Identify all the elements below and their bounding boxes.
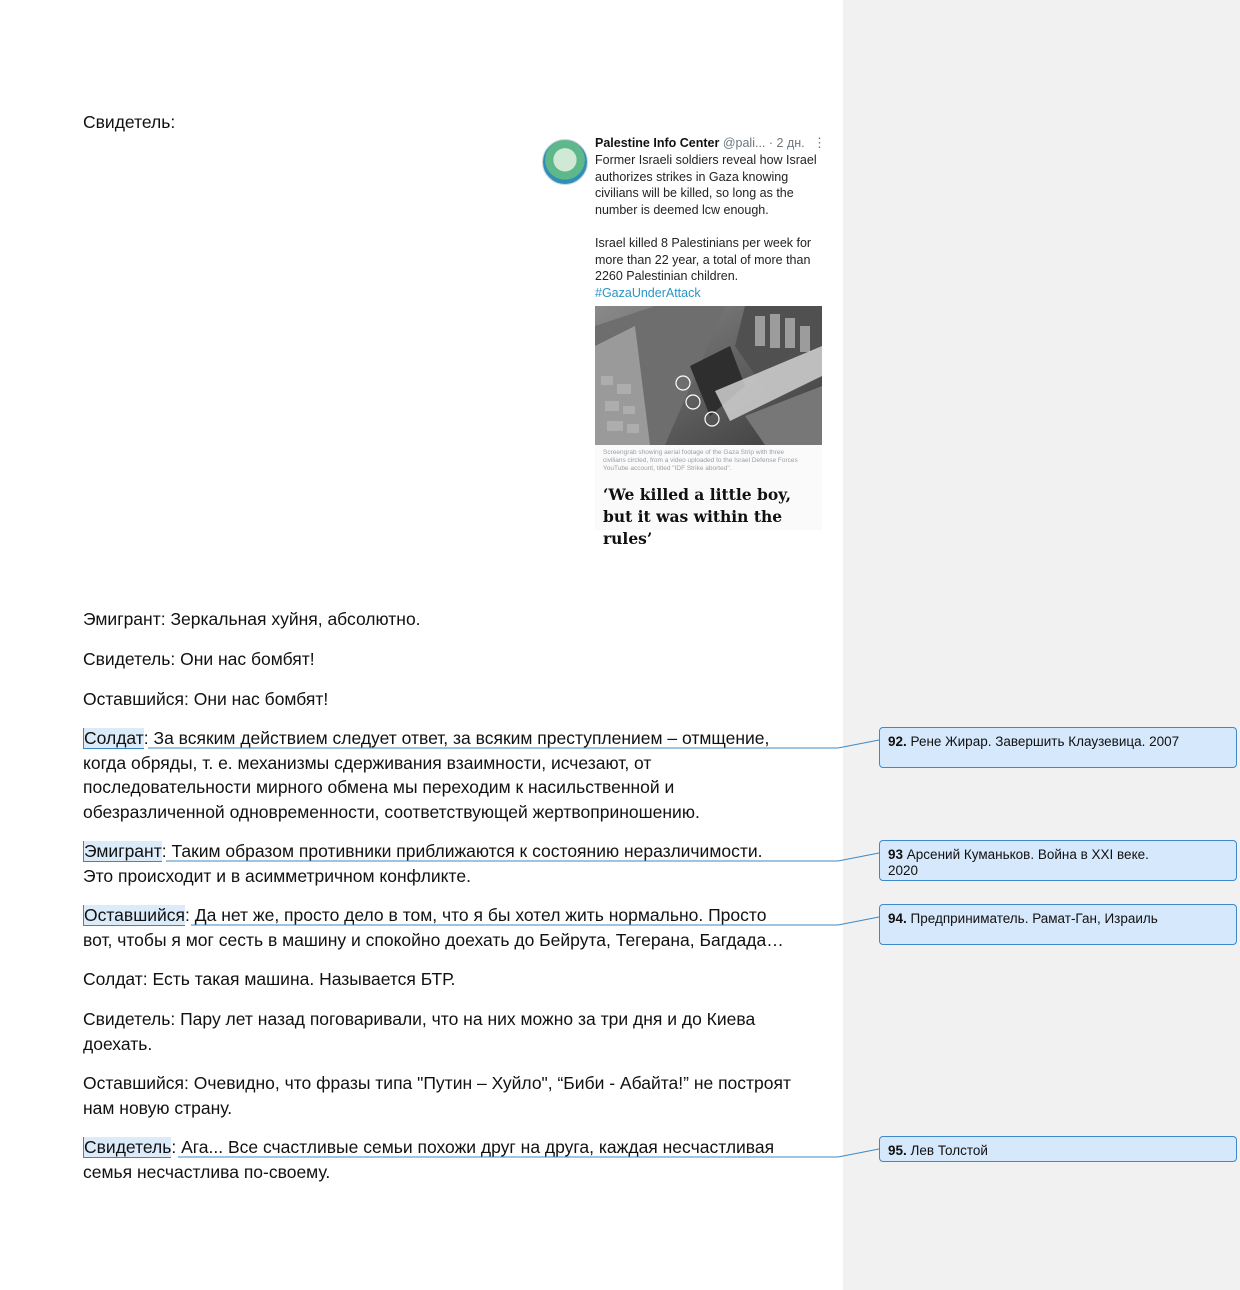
tweet-time: · 2 дн. [768,136,805,150]
comment-94[interactable] [879,904,1237,945]
tweet-avatar [542,139,588,185]
comment-anchor-92[interactable]: Солдат [84,728,144,748]
paragraph: Солдат: Есть такая машина. Называется БТР. [83,969,456,989]
more-options-icon: ⋮ [813,135,826,150]
comment-text: Лев Толстой [910,1143,988,1158]
tweet-author-name: Palestine Info Center [595,136,720,150]
comment-93[interactable] [879,840,1237,881]
comment-text: Арсений Куманьков. Война в XXI веке. [906,847,1149,862]
comment-95[interactable] [879,1136,1237,1162]
tweet-text-1: Former Israeli soldiers reveal how Israel authorizes strikes in Gaza knowing civilians will be killed, so long as the number is deemed lcw enough. [595,153,817,218]
tweet-hashtag: #GazaUnderAttack [595,285,701,300]
paragraph: Оставшийся: Они нас бомбят! [83,689,329,709]
comment-text: Рене Жирар. Завершить Клаузевица. 2007 [910,734,1180,749]
comment-anchor-95[interactable]: Свидетель [84,1137,172,1157]
paragraph: Эмигрант: Зеркальная хуйня, абсолютно. [83,609,421,629]
tweet-author-handle: @pali... [722,136,766,150]
tweet-article-card [595,306,822,548]
comment-number: 94. [888,911,907,926]
aerial-photo [595,306,822,445]
paragraph-commented: Свидетель: Ага... Все счастливые семьи похожи друг на друга, каждая несчастливая семья несчастлива по-своему. [83,1137,775,1182]
paragraph: Свидетель: Они нас бомбят! [83,649,315,669]
tweet-text [595,152,825,302]
tweet-header [595,136,805,150]
comment-number: 95. [888,1143,907,1158]
comment-anchor-93[interactable]: Эмигрант [84,841,162,861]
paragraph-commented: Оставшийся: Да нет же, просто дело в том, что я бы хотел жить нормально. Просто вот, чтобы я мог сесть в машину и спокойно доехать до Бейрута, Тегерана, Багдада… [83,905,784,950]
comment-number: 93 [888,847,904,862]
comments-margin [843,0,1240,1290]
comment-text: Предприниматель. Рамат-Ган, Израиль [910,911,1158,926]
comment-text-line2: 2020 [888,863,919,878]
paragraph: Свидетель: Пару лет назад поговаривали, что на них можно за три дня и до Киева доехать. [83,1009,756,1054]
article-headline: ‘We killed a little boy, but it was within the rules’ [603,485,792,548]
paragraph-intro: Свидетель: [83,112,176,132]
comment-number: 92. [888,734,907,749]
tweet-text-2: Israel killed 8 Palestinians per week for more than 22 year, a total of more than 2260 Palestinian children. [595,235,812,284]
comment-92[interactable] [879,727,1237,768]
paragraph-commented: Эмигрант: Таким образом противники приближаются к состоянию неразличимости. Это происходит и в асимметричном конфликте. [83,841,763,886]
photo-caption: Screengrab showing aerial footage of the Gaza Strip with three civilians circled, from a video uploaded to the Israel Defense Forces YouTube account, titled "IDF Strike aborted". [603,449,798,473]
comment-anchor-94[interactable]: Оставшийся [84,905,186,925]
paragraph-commented: Солдат: За всяким действием следует ответ, за всяким преступлением – отмщение, когда обряды, т. е. механизмы сдерживания взаимности, исчезают, от последовательности мирного обмена мы переходим к насильственной и обезразличенной одновременности, соответствующей жертвоприношению. [83,728,770,822]
tweet-screenshot [532,134,832,548]
paragraph: Оставшийся: Очевидно, что фразы типа "Путин – Хуйло", “Биби - Абайта!” не построят нам новую страну. [83,1073,792,1118]
